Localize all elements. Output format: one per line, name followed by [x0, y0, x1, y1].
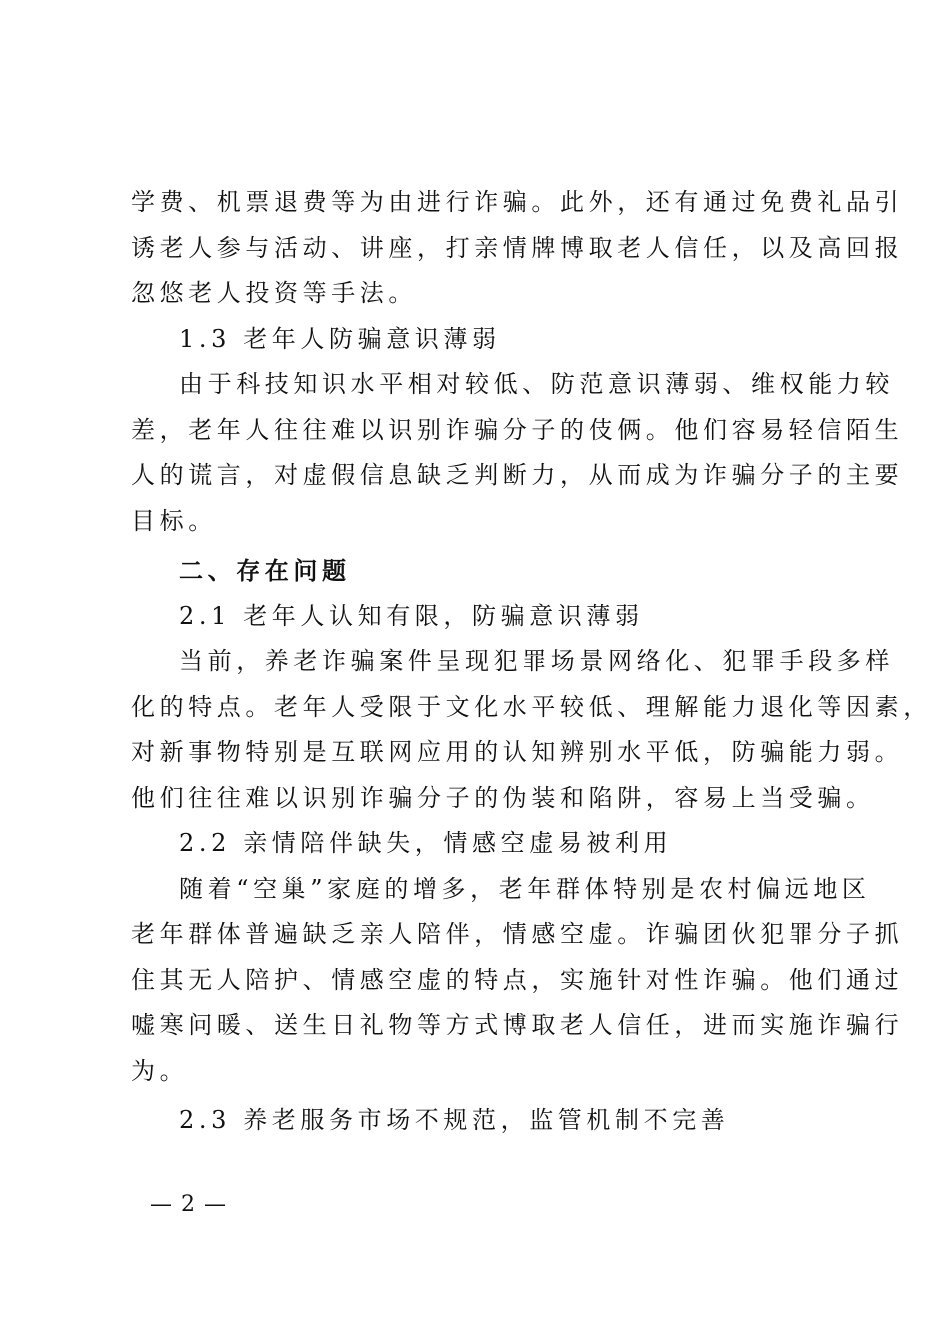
paragraph-line: 诱老人参与活动、讲座，打亲情牌博取老人信任，以及高回报 — [131, 233, 904, 262]
paragraph-line: 对新事物特别是互联网应用的认知辨别水平低，防骗能力弱。 — [131, 738, 904, 766]
paragraph-line: 学费、机票退费等为由进行诈骗。此外，还有通过免费礼品引 — [131, 188, 904, 216]
section-subheading: 2.2 亲情陪伴缺失，情感空虚易被利用 — [179, 829, 673, 857]
section-heading: 二、存在问题 — [179, 556, 351, 585]
section-subheading: 2.1 老年人认知有限，防骗意识薄弱 — [179, 601, 644, 630]
paragraph-line: 为。 — [131, 1056, 189, 1085]
page-number: — 2 — — [150, 1192, 227, 1217]
section-subheading: 2.3 养老服务市场不规范，监管机制不完善 — [179, 1106, 730, 1134]
document-body — [131, 180, 932, 1144]
paragraph-line: 化的特点。老年人受限于文化水平较低、理解能力退化等因素， — [131, 692, 932, 721]
paragraph-line: 目标。 — [131, 506, 217, 535]
paragraph-line: 忽悠老人投资等手法。 — [131, 279, 417, 307]
paragraph-line: 老年群体普遍缺乏亲人陪伴，情感空虚。诈骗团伙犯罪分子抓 — [131, 920, 904, 948]
paragraph-line: 人的谎言，对虚假信息缺乏判断力，从而成为诈骗分子的主要 — [131, 461, 904, 489]
paragraph-line: 当前，养老诈骗案件呈现犯罪场景网络化、犯罪手段多样 — [179, 647, 894, 675]
paragraph-line: 差，老年人往往难以识别诈骗分子的伎俩。他们容易轻信陌生 — [131, 415, 904, 444]
paragraph-line: 嘘寒问暖、送生日礼物等方式博取老人信任，进而实施诈骗行 — [131, 1011, 904, 1039]
paragraph-line: 住其无人陪护、情感空虚的特点，实施针对性诈骗。他们通过 — [131, 965, 904, 994]
paragraph-line: 他们往往难以识别诈骗分子的伪装和陷阱，容易上当受骗。 — [131, 783, 875, 812]
section-subheading: 1.3 老年人防骗意识薄弱 — [179, 324, 501, 353]
paragraph-line: 由于科技知识水平相对较低、防范意识薄弱、维权能力较 — [179, 370, 894, 398]
paragraph-line: 随着“空巢”家庭的增多，老年群体特别是农村偏远地区 — [179, 874, 871, 903]
